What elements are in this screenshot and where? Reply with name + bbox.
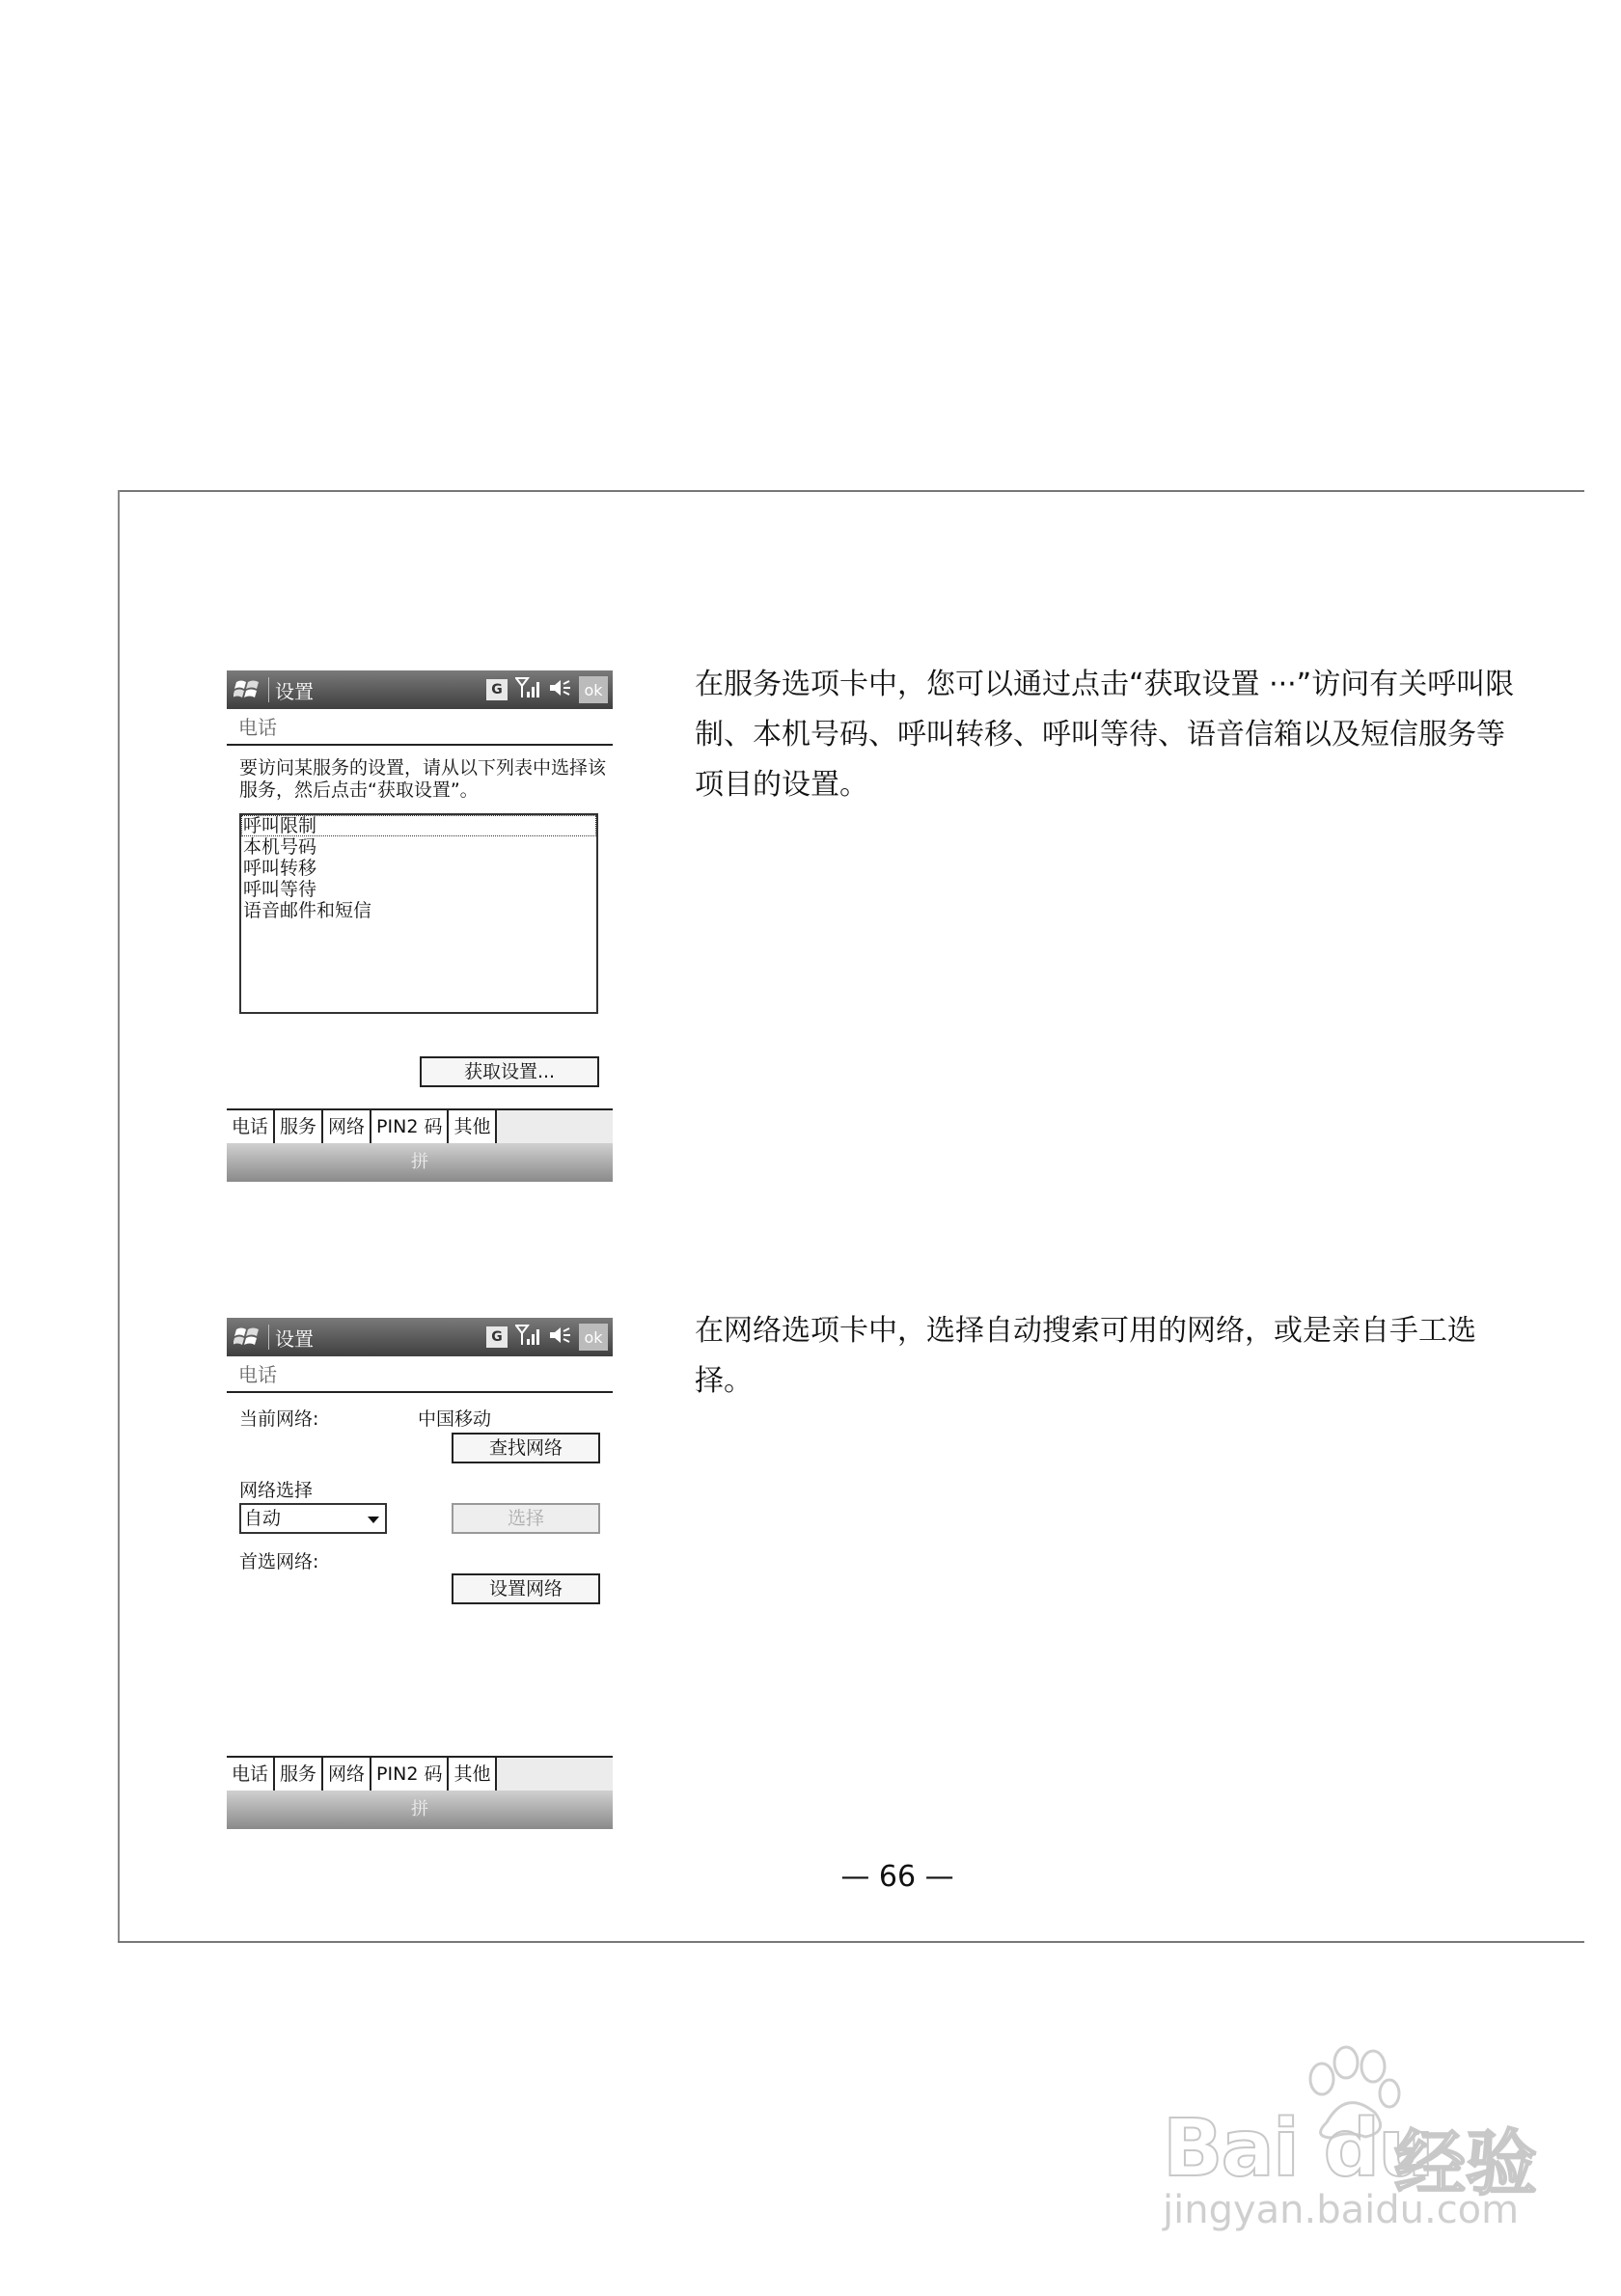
gprs-badge: G — [486, 1326, 508, 1348]
list-item[interactable]: 呼叫转移 — [243, 858, 317, 879]
windows-flag-icon[interactable] — [230, 1322, 266, 1353]
gprs-badge: G — [486, 679, 508, 700]
speaker-icon[interactable] — [548, 677, 571, 703]
title-bar — [227, 1318, 613, 1356]
services-paragraph: 在服务选项卡中，您可以通过点击“获取设置 ···”访问有关呼叫限制、本机号码、呼叫转移、呼叫等待、语音信箱以及短信服务等项目的设置。 — [695, 668, 1515, 802]
list-item[interactable]: 本机号码 — [243, 836, 317, 858]
tab-pin2[interactable]: PIN2 码 — [371, 1110, 449, 1145]
tab-phone[interactable]: 电话 — [227, 1110, 275, 1145]
network-selection-dropdown[interactable] — [239, 1503, 387, 1534]
signal-icon[interactable] — [515, 1324, 540, 1352]
list-item[interactable]: 呼叫等待 — [243, 879, 317, 900]
title-separator — [268, 677, 269, 702]
watermark-url: jingyan.baidu.com — [1163, 2188, 1520, 2232]
input-panel-button[interactable]: 拼 — [227, 1790, 613, 1829]
network-selection-label: 网络选择 — [239, 1480, 314, 1501]
watermark-brand: Bai du — [1163, 2103, 1433, 2195]
tab-network[interactable]: 网络 — [323, 1758, 371, 1792]
page-frame-bottom — [118, 1941, 1584, 1943]
find-network-button[interactable]: 查找网络 — [452, 1433, 600, 1463]
current-network-label: 当前网络: — [239, 1408, 319, 1430]
speaker-icon[interactable] — [548, 1325, 571, 1351]
tab-other[interactable]: 其他 — [449, 1758, 497, 1792]
network-paragraph: 在网络选项卡中，选择自动搜索可用的网络，或是亲自手工选择。 — [695, 1314, 1476, 1398]
ok-button[interactable]: ok — [579, 676, 608, 703]
tab-services[interactable]: 服务 — [275, 1758, 323, 1792]
select-button[interactable]: 选择 — [452, 1503, 600, 1534]
window-title: 设置 — [275, 1326, 314, 1351]
title-separator — [268, 1325, 269, 1350]
page-number: — 66 — — [840, 1860, 954, 1894]
section-subtitle: 电话 — [227, 1356, 613, 1393]
phone-screen-services — [227, 670, 613, 1182]
window-title: 设置 — [275, 679, 314, 703]
system-tray — [486, 676, 608, 704]
system-tray — [486, 1324, 608, 1352]
tab-bar — [227, 1108, 613, 1145]
tab-other[interactable]: 其他 — [449, 1110, 497, 1145]
section-subtitle: 电话 — [227, 709, 613, 746]
input-panel-button[interactable]: 拼 — [227, 1143, 613, 1182]
tab-bar — [227, 1756, 613, 1792]
current-network-value: 中国移动 — [418, 1408, 492, 1430]
baidu-watermark — [1153, 2045, 1558, 2238]
page-frame-left — [118, 490, 120, 1943]
instructions-text: 要访问某服务的设置，请从以下列表中选择该服务，然后点击“获取设置”。 — [239, 757, 607, 801]
tab-services[interactable]: 服务 — [275, 1110, 323, 1145]
services-listbox[interactable] — [239, 813, 598, 1014]
page-frame-top — [118, 490, 1584, 492]
list-item[interactable]: 语音邮件和短信 — [243, 900, 372, 921]
phone-screen-network — [227, 1318, 613, 1829]
ok-button[interactable]: ok — [579, 1324, 608, 1351]
get-settings-button[interactable]: 获取设置... — [420, 1056, 599, 1087]
network-selection-value: 自动 — [244, 1508, 282, 1529]
windows-flag-icon[interactable] — [230, 674, 266, 705]
tab-pin2[interactable]: PIN2 码 — [371, 1758, 449, 1792]
list-item[interactable]: 呼叫限制 — [241, 815, 596, 836]
tab-network[interactable]: 网络 — [323, 1110, 371, 1145]
preferred-network-label: 首选网络: — [239, 1551, 319, 1572]
tab-phone[interactable]: 电话 — [227, 1758, 275, 1792]
title-bar — [227, 670, 613, 709]
signal-icon[interactable] — [515, 676, 540, 704]
dropdown-arrow-icon — [368, 1517, 379, 1523]
set-network-button[interactable]: 设置网络 — [452, 1573, 600, 1604]
watermark-brand-cn: 经验 — [1394, 2122, 1537, 2205]
